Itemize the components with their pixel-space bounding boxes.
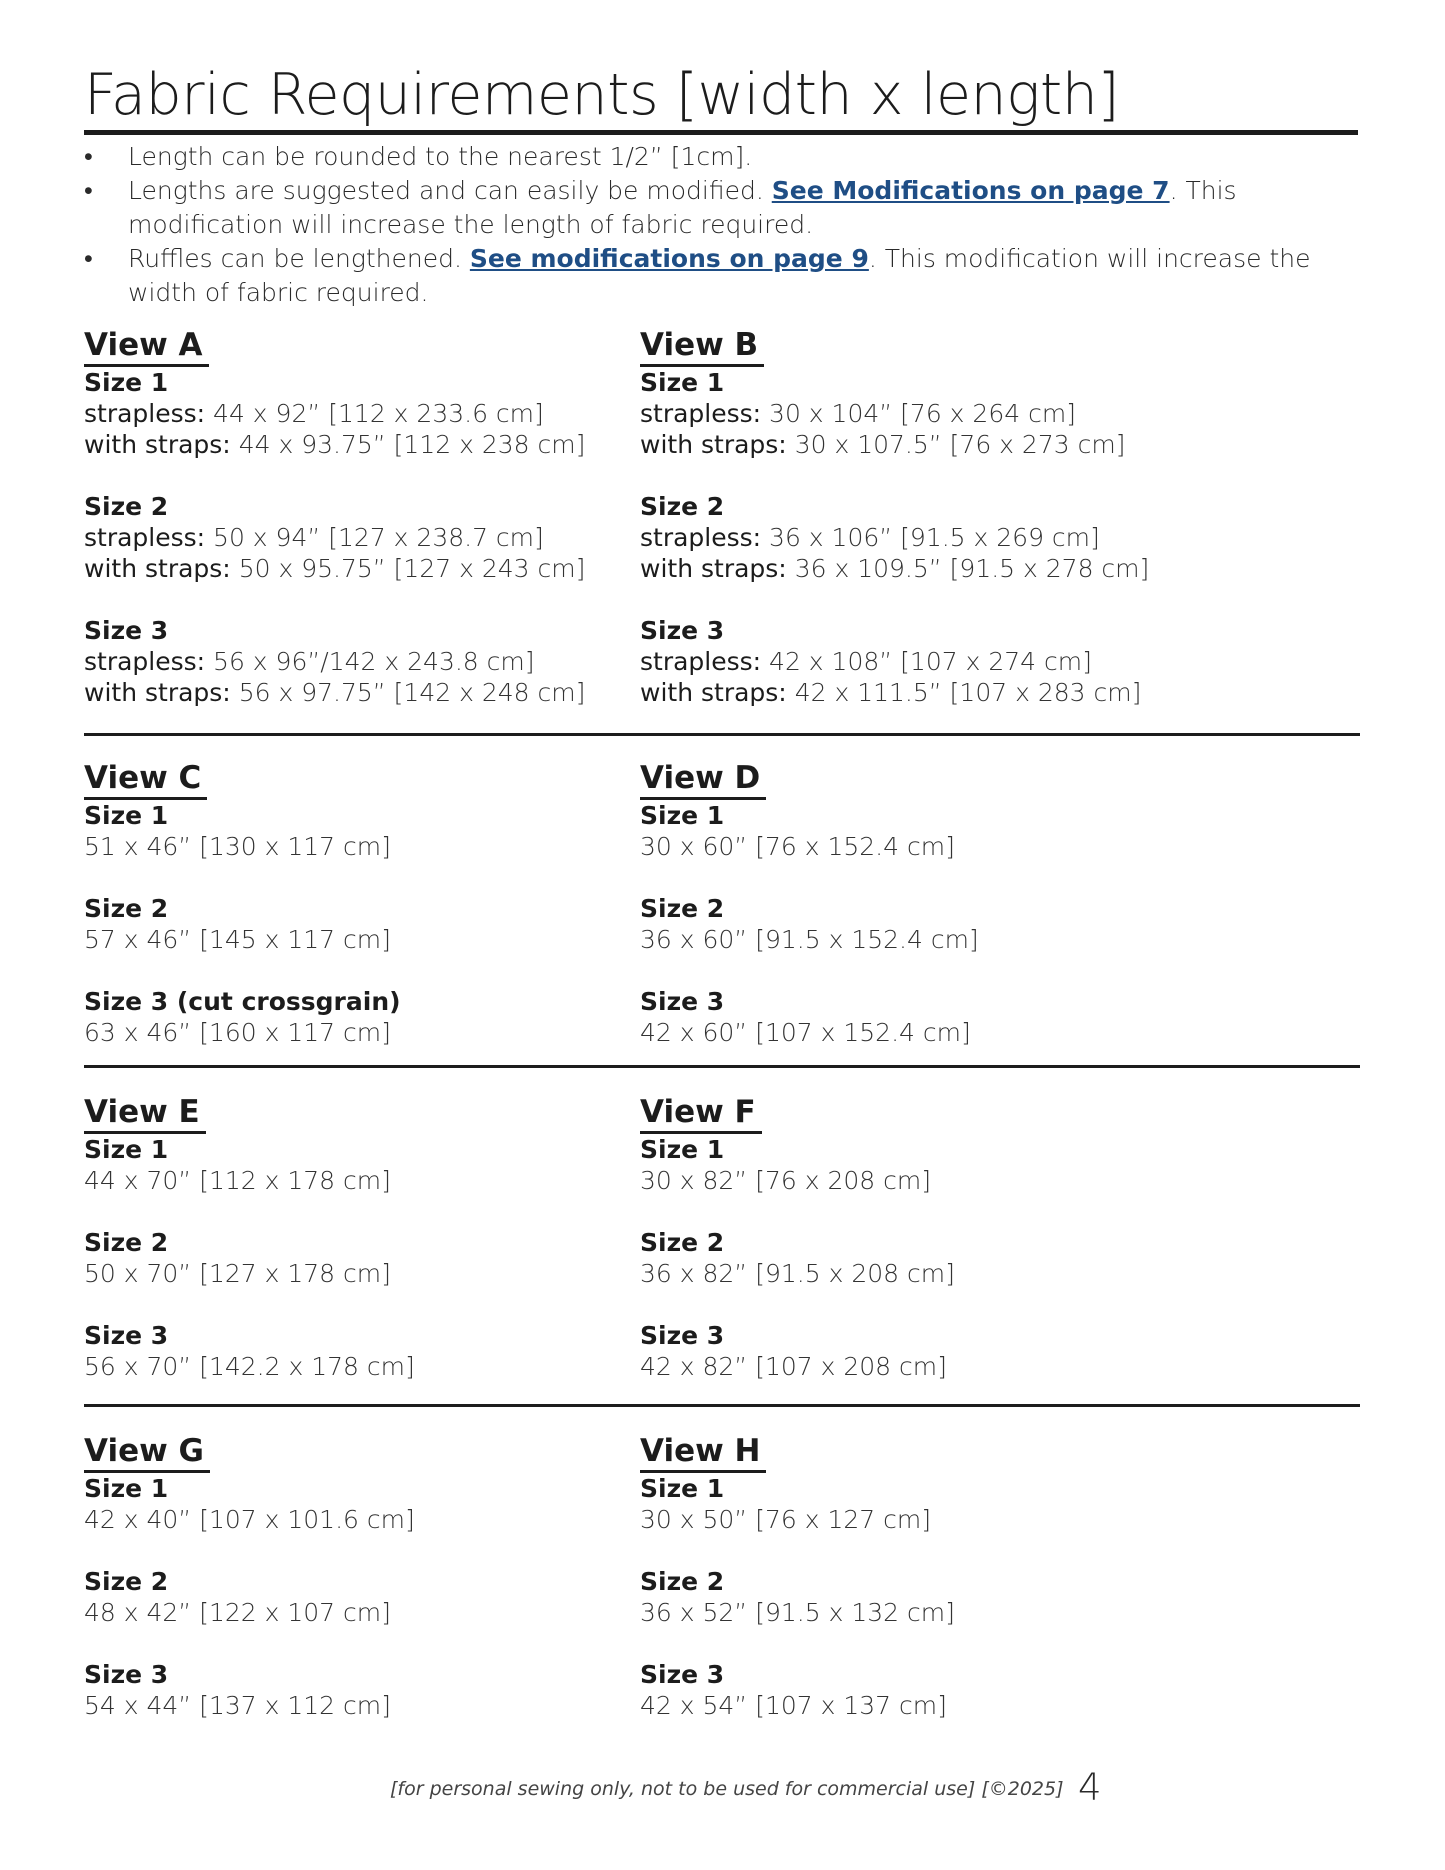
size-block (640, 986, 1160, 1048)
size-value: 42 x 60” [107 x 152.4 cm] (640, 1018, 971, 1047)
view-d (640, 759, 1160, 1048)
section-views-a-b (84, 326, 1360, 726)
size-label: Size 3 (640, 616, 725, 645)
modifications-page-7-link[interactable]: See Modifications on page 7 (771, 176, 1170, 205)
footer-notice: [for personal sewing only, not to be used for commercial use] [©2025] (390, 1778, 1064, 1800)
size-label: Size 3 (84, 1660, 169, 1689)
note-text: . This modification will increase the width of fabric required. (128, 244, 1311, 307)
section-views-g-h (84, 1404, 1360, 1737)
section-views-e-f (84, 1065, 1360, 1398)
note-text: Length can be rounded to the nearest 1/2” [1cm]. (128, 142, 753, 171)
size-block (84, 1320, 604, 1382)
size-value: 54 x 44” [137 x 112 cm] (84, 1691, 391, 1720)
size-label: Size 2 (640, 1228, 725, 1257)
size-label: Size 1 (84, 368, 169, 397)
list-item (84, 174, 1360, 242)
view-g (84, 1432, 604, 1721)
size-block (84, 1659, 604, 1721)
bullet: • (84, 244, 93, 273)
view-e (84, 1093, 604, 1382)
bullet: • (84, 176, 93, 205)
page-number: 4 (1078, 1766, 1102, 1809)
view-title: View B (640, 326, 764, 367)
size-label: Size 3 (640, 1321, 725, 1350)
size-block (84, 986, 604, 1048)
size-label: Size 3 (cut crossgrain) (84, 987, 401, 1016)
with-straps-line: with straps: 50 x 95.75” [127 x 243 cm] (84, 554, 586, 583)
view-title: View A (84, 326, 209, 367)
size-label: Size 2 (640, 492, 725, 521)
size-value: 30 x 60” [76 x 152.4 cm] (640, 832, 955, 861)
size-label: Size 2 (84, 1567, 169, 1596)
size-label: Size 2 (84, 1228, 169, 1257)
size-label: Size 1 (84, 1474, 169, 1503)
view-title: View H (640, 1432, 766, 1473)
view-title: View D (640, 759, 766, 800)
size-block (640, 800, 1160, 862)
size-value: 57 x 46” [145 x 117 cm] (84, 925, 391, 954)
size-value: 63 x 46” [160 x 117 cm] (84, 1018, 391, 1047)
size-label: Size 1 (84, 1135, 169, 1164)
view-h (640, 1432, 1160, 1721)
size-block (640, 893, 1160, 955)
size-label: Size 1 (640, 368, 725, 397)
strapless-line: strapless: 56 x 96”/142 x 243.8 cm] (84, 647, 535, 676)
size-block (640, 1659, 1160, 1721)
view-title: View G (84, 1432, 210, 1473)
with-straps-line: with straps: 36 x 109.5” [91.5 x 278 cm] (640, 554, 1150, 583)
size-value: 42 x 40” [107 x 101.6 cm] (84, 1505, 415, 1534)
size-label: Size 3 (84, 1321, 169, 1350)
note-text: Ruffles can be lengthened. (128, 244, 470, 273)
size-block (84, 893, 604, 955)
view-c (84, 759, 604, 1048)
size-value: 50 x 70” [127 x 178 cm] (84, 1259, 391, 1288)
size-value: 56 x 70” [142.2 x 178 cm] (84, 1352, 415, 1381)
with-straps-line: with straps: 44 x 93.75” [112 x 238 cm] (84, 430, 586, 459)
size-block (84, 615, 604, 708)
view-title: View F (640, 1093, 762, 1134)
size-label: Size 2 (640, 894, 725, 923)
strapless-line: strapless: 50 x 94” [127 x 238.7 cm] (84, 523, 544, 552)
size-value: 51 x 46” [130 x 117 cm] (84, 832, 391, 861)
with-straps-line: with straps: 30 x 107.5” [76 x 273 cm] (640, 430, 1126, 459)
section-views-c-d (84, 733, 1360, 1066)
size-value: 48 x 42” [122 x 107 cm] (84, 1598, 391, 1627)
size-block (84, 367, 604, 460)
size-value: 30 x 82” [76 x 208 cm] (640, 1166, 931, 1195)
size-value: 42 x 54” [107 x 137 cm] (640, 1691, 947, 1720)
bullet: • (84, 142, 93, 171)
list-item (84, 242, 1360, 310)
strapless-line: strapless: 44 x 92” [112 x 233.6 cm] (84, 399, 544, 428)
size-label: Size 1 (640, 1474, 725, 1503)
size-block (640, 1566, 1160, 1628)
size-block (640, 367, 1160, 460)
modifications-page-9-link[interactable]: See modifications on page 9 (469, 244, 869, 273)
list-item (84, 140, 1360, 174)
size-block (640, 1320, 1160, 1382)
size-block (84, 800, 604, 862)
view-b (640, 326, 1160, 708)
size-value: 36 x 52” [91.5 x 132 cm] (640, 1598, 955, 1627)
size-value: 36 x 60” [91.5 x 152.4 cm] (640, 925, 979, 954)
strapless-line: strapless: 30 x 104” [76 x 264 cm] (640, 399, 1076, 428)
page-title: Fabric Requirements [width x length] (84, 60, 1358, 135)
size-block (84, 1227, 604, 1289)
with-straps-line: with straps: 42 x 111.5” [107 x 283 cm] (640, 678, 1142, 707)
size-label: Size 2 (84, 492, 169, 521)
size-label: Size 3 (84, 616, 169, 645)
size-block (640, 1473, 1160, 1535)
size-value: 30 x 50” [76 x 127 cm] (640, 1505, 931, 1534)
size-block (640, 615, 1160, 708)
view-title: View C (84, 759, 207, 800)
size-label: Size 1 (640, 801, 725, 830)
size-block (640, 1134, 1160, 1196)
with-straps-line: with straps: 56 x 97.75” [142 x 248 cm] (84, 678, 586, 707)
note-text: . This modification will increase the length of fabric required. (128, 176, 1237, 239)
size-label: Size 1 (640, 1135, 725, 1164)
view-a (84, 326, 604, 708)
size-block (84, 491, 604, 584)
size-block (640, 491, 1160, 584)
view-title: View E (84, 1093, 206, 1134)
size-label: Size 3 (640, 1660, 725, 1689)
size-block (84, 1566, 604, 1628)
size-label: Size 2 (640, 1567, 725, 1596)
strapless-line: strapless: 42 x 108” [107 x 274 cm] (640, 647, 1092, 676)
size-block (84, 1473, 604, 1535)
size-value: 36 x 82” [91.5 x 208 cm] (640, 1259, 955, 1288)
notes-list (84, 140, 1360, 310)
size-label: Size 3 (640, 987, 725, 1016)
size-label: Size 2 (84, 894, 169, 923)
size-block (84, 1134, 604, 1196)
size-block (640, 1227, 1160, 1289)
size-value: 42 x 82” [107 x 208 cm] (640, 1352, 947, 1381)
strapless-line: strapless: 36 x 106” [91.5 x 269 cm] (640, 523, 1100, 552)
view-f (640, 1093, 1160, 1382)
note-text: Lengths are suggested and can easily be modified. (128, 176, 772, 205)
size-value: 44 x 70” [112 x 178 cm] (84, 1166, 391, 1195)
size-label: Size 1 (84, 801, 169, 830)
